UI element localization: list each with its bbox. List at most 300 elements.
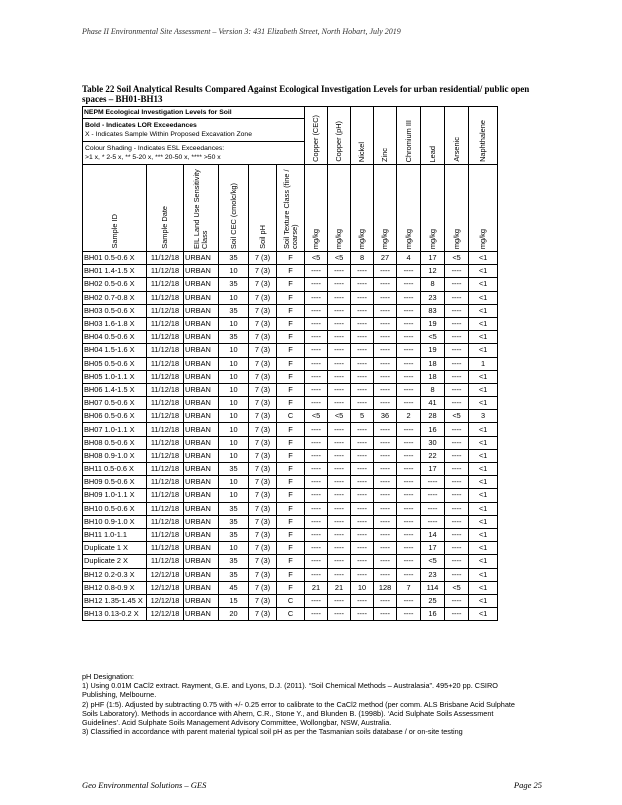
table-cell: ---- — [351, 436, 374, 449]
sample-id-cell: BH12 0.8-0.9 X — [83, 581, 147, 594]
shading-notes — [83, 142, 305, 165]
table-cell: 11/12/18 — [147, 344, 184, 357]
table-cell: ---- — [351, 476, 374, 489]
table-row — [83, 397, 498, 410]
shading-note-1: Colour Shading - Indicates ESL Exceedances: — [85, 145, 225, 152]
table-cell: <1 — [469, 463, 498, 476]
sample-id-cell: BH02 0.7-0.8 X — [83, 291, 147, 304]
table-cell: URBAN — [184, 476, 219, 489]
table-title: NEPM Ecological Investigation Levels for Soil — [83, 107, 305, 119]
unit-cell: mg/kg — [328, 165, 351, 252]
table-cell: ---- — [305, 502, 328, 515]
table-cell: 11/12/18 — [147, 252, 184, 265]
table-cell: 7 (3) — [249, 252, 277, 265]
table-row — [83, 331, 498, 344]
sample-id-cell: BH05 0.5-0.6 X — [83, 357, 147, 370]
table-cell: ---- — [374, 502, 397, 515]
table-cell: 11/12/18 — [147, 331, 184, 344]
sample-id-cell: BH11 1.0-1.1 — [83, 528, 147, 541]
table-cell: ---- — [374, 489, 397, 502]
table-cell: ---- — [351, 568, 374, 581]
table-cell: ---- — [397, 515, 421, 528]
col-land-use: EIL Land Use Sensitivity Class — [184, 165, 219, 252]
table-cell: ---- — [328, 317, 351, 330]
table-header — [83, 107, 498, 252]
sample-id-cell: Duplicate 2 X — [83, 555, 147, 568]
table-cell: 35 — [219, 463, 249, 476]
excavation-note: X - Indicates Sample Within Proposed Excavation Zone — [85, 131, 252, 138]
table-cell: ---- — [305, 344, 328, 357]
table-cell: <1 — [469, 317, 498, 330]
table-row — [83, 304, 498, 317]
table-cell: ---- — [374, 555, 397, 568]
notes-heading: pH Designation: — [82, 672, 134, 681]
table-cell: ---- — [351, 489, 374, 502]
table-cell: ---- — [374, 265, 397, 278]
table-cell: ---- — [397, 594, 421, 607]
table-cell: ---- — [328, 542, 351, 555]
note-item: 3) Classified in accordance with parent material typical soil pH as per the Tasmanian soils database / or on-site testing — [82, 727, 463, 737]
table-cell: ---- — [305, 370, 328, 383]
table-cell: <1 — [469, 291, 498, 304]
table-cell: URBAN — [184, 252, 219, 265]
table-cell: ---- — [351, 357, 374, 370]
table-cell: 7 (3) — [249, 463, 277, 476]
table-cell: ---- — [328, 344, 351, 357]
table-cell: 11/12/18 — [147, 410, 184, 423]
table-cell: ---- — [305, 265, 328, 278]
table-row — [83, 252, 498, 265]
table-cell: 11/12/18 — [147, 555, 184, 568]
table-cell: <1 — [469, 265, 498, 278]
table-cell: F — [277, 423, 305, 436]
bold-note: Bold - Indicates LOR Exceedances — [85, 122, 197, 129]
table-cell: ---- — [305, 555, 328, 568]
table-cell: 23 — [421, 568, 445, 581]
table-cell: 7 (3) — [249, 449, 277, 462]
table-cell: 14 — [421, 528, 445, 541]
table-cell: 10 — [219, 410, 249, 423]
table-cell: 28 — [421, 410, 445, 423]
table-cell: 7 (3) — [249, 489, 277, 502]
table-cell: 23 — [421, 291, 445, 304]
table-cell: F — [277, 463, 305, 476]
table-cell: 10 — [219, 370, 249, 383]
table-cell: ---- — [445, 568, 469, 581]
table-cell: F — [277, 357, 305, 370]
table-cell: 12/12/18 — [147, 581, 184, 594]
table-cell: 7 (3) — [249, 476, 277, 489]
table-cell: 11/12/18 — [147, 542, 184, 555]
table-row — [83, 502, 498, 515]
table-cell: 114 — [421, 581, 445, 594]
table-cell: 7 (3) — [249, 528, 277, 541]
table-cell: 41 — [421, 397, 445, 410]
table-body — [83, 252, 498, 621]
table-cell: ---- — [328, 397, 351, 410]
table-cell: ---- — [445, 317, 469, 330]
page-number: Page 25 — [513, 780, 542, 790]
table-cell: ---- — [445, 331, 469, 344]
table-cell: 11/12/18 — [147, 278, 184, 291]
table-cell: 10 — [219, 423, 249, 436]
table-cell: ---- — [305, 278, 328, 291]
footer-company: Geo Environmental Solutions – GES — [82, 780, 207, 790]
table-cell: F — [277, 581, 305, 594]
table-cell: URBAN — [184, 463, 219, 476]
table-cell: ---- — [374, 436, 397, 449]
unit-cell: mg/kg — [305, 165, 328, 252]
table-cell: <1 — [469, 594, 498, 607]
table-cell: URBAN — [184, 608, 219, 621]
table-cell: ---- — [445, 449, 469, 462]
table-cell: ---- — [351, 278, 374, 291]
table-cell: ---- — [351, 449, 374, 462]
table-cell: ---- — [305, 397, 328, 410]
table-cell: 11/12/18 — [147, 304, 184, 317]
table-row — [83, 463, 498, 476]
table-cell: URBAN — [184, 502, 219, 515]
table-cell: <5 — [445, 581, 469, 594]
table-cell: ---- — [328, 476, 351, 489]
table-row — [83, 476, 498, 489]
table-row — [83, 423, 498, 436]
table-cell: ---- — [397, 555, 421, 568]
table-cell: ---- — [374, 331, 397, 344]
table-cell: 7 (3) — [249, 357, 277, 370]
table-cell: ---- — [421, 502, 445, 515]
table-cell: 27 — [374, 252, 397, 265]
sample-id-cell: BH07 1.0-1.1 X — [83, 423, 147, 436]
table-cell: 30 — [421, 436, 445, 449]
table-row — [83, 489, 498, 502]
table-cell: ---- — [351, 594, 374, 607]
table-cell: ---- — [374, 397, 397, 410]
table-cell: ---- — [351, 555, 374, 568]
table-cell: ---- — [374, 463, 397, 476]
table-cell: 12/12/18 — [147, 608, 184, 621]
table-cell: 11/12/18 — [147, 317, 184, 330]
table-cell: ---- — [305, 304, 328, 317]
sample-id-cell: BH01 1.4-1.5 X — [83, 265, 147, 278]
table-cell: 7 (3) — [249, 344, 277, 357]
table-cell: ---- — [351, 463, 374, 476]
table-cell: URBAN — [184, 555, 219, 568]
table-row — [83, 357, 498, 370]
sample-id-cell: BH11 0.5-0.6 X — [83, 463, 147, 476]
table-cell: 12 — [421, 265, 445, 278]
table-cell: ---- — [421, 476, 445, 489]
table-cell: URBAN — [184, 344, 219, 357]
table-cell: 35 — [219, 278, 249, 291]
table-cell: URBAN — [184, 410, 219, 423]
table-cell: ---- — [305, 608, 328, 621]
table-cell: 7 (3) — [249, 555, 277, 568]
table-cell: F — [277, 278, 305, 291]
table-cell: ---- — [351, 542, 374, 555]
table-cell: <1 — [469, 397, 498, 410]
table-cell: ---- — [397, 278, 421, 291]
table-cell: ---- — [397, 502, 421, 515]
table-cell: ---- — [328, 515, 351, 528]
table-row — [83, 370, 498, 383]
table-cell: URBAN — [184, 568, 219, 581]
sample-id-cell: BH09 0.5-0.6 X — [83, 476, 147, 489]
note-item: 1) Using 0.01M CaCl2 extract. Rayment, G.E. and Lyons, D.J. (2011). “Soil Chemical Methods – Australasia”. 495+20 pp. CSIRO Publishing, Melbourne. — [82, 681, 498, 700]
eil-results-table — [82, 106, 498, 621]
table-cell: F — [277, 331, 305, 344]
table-cell: F — [277, 476, 305, 489]
table-cell: 10 — [219, 476, 249, 489]
table-cell: URBAN — [184, 449, 219, 462]
table-cell: <5 — [421, 555, 445, 568]
table-cell: ---- — [374, 608, 397, 621]
table-cell: <1 — [469, 542, 498, 555]
table-cell: ---- — [328, 594, 351, 607]
table-cell: ---- — [374, 594, 397, 607]
table-row — [83, 449, 498, 462]
table-cell: 83 — [421, 304, 445, 317]
table-cell: 21 — [328, 581, 351, 594]
table-cell: ---- — [328, 489, 351, 502]
note-item: 2) pHF (1:5). Adjusted by subtracting 0.75 with +/- 0.25 error to calibrate to the CaCl2 method (per comm. ALS Brisbane Acid Sulphate Soils Laboratory). Methods in accordance with Ahern, C.R., Stone Y., and Blunden B. (1998b). ‘Acid Sulphate Soils Assessment Guidelines’. Acid Sulphate Soils Management Advisory Committee, Wollongbar, NSW, Australia. — [82, 699, 515, 728]
table-cell: ---- — [421, 489, 445, 502]
table-cell: ---- — [328, 304, 351, 317]
table-cell: ---- — [328, 502, 351, 515]
table-cell: ---- — [305, 463, 328, 476]
unit-cell: mg/kg — [351, 165, 374, 252]
table-cell: 45 — [219, 581, 249, 594]
table-cell: ---- — [351, 370, 374, 383]
table-cell: F — [277, 502, 305, 515]
table-cell: ---- — [351, 383, 374, 396]
sample-id-cell: BH10 0.9-1.0 X — [83, 515, 147, 528]
table-cell: 10 — [219, 436, 249, 449]
table-cell: 35 — [219, 515, 249, 528]
col-copper-cec: Copper (CEC) — [305, 107, 328, 165]
table-cell: ---- — [374, 278, 397, 291]
table-cell: <1 — [469, 304, 498, 317]
sample-id-cell: BH12 1.35-1.45 X — [83, 594, 147, 607]
sample-id-cell: Duplicate 1 X — [83, 542, 147, 555]
table-cell: F — [277, 555, 305, 568]
table-cell: F — [277, 304, 305, 317]
table-cell: ---- — [445, 291, 469, 304]
table-cell: ---- — [305, 528, 328, 541]
table-cell: F — [277, 383, 305, 396]
table-cell: ---- — [445, 542, 469, 555]
table-cell: URBAN — [184, 542, 219, 555]
sample-id-cell: BH10 0.5-0.6 X — [83, 502, 147, 515]
table-cell: 12/12/18 — [147, 594, 184, 607]
table-cell: <1 — [469, 608, 498, 621]
table-cell: 10 — [219, 357, 249, 370]
table-cell: <1 — [469, 489, 498, 502]
table-cell: URBAN — [184, 436, 219, 449]
table-cell: ---- — [328, 449, 351, 462]
table-cell: ---- — [397, 397, 421, 410]
table-cell: 4 — [397, 252, 421, 265]
table-cell: F — [277, 317, 305, 330]
table-cell: 11/12/18 — [147, 370, 184, 383]
table-cell: ---- — [374, 344, 397, 357]
table-row — [83, 383, 498, 396]
table-cell: <1 — [469, 581, 498, 594]
table-cell: ---- — [328, 383, 351, 396]
table-cell: <5 — [445, 252, 469, 265]
table-cell: ---- — [305, 476, 328, 489]
table-cell: <1 — [469, 370, 498, 383]
table-cell: <1 — [469, 423, 498, 436]
table-cell: ---- — [445, 515, 469, 528]
table-cell: 35 — [219, 555, 249, 568]
table-cell: ---- — [374, 568, 397, 581]
table-cell: 8 — [421, 383, 445, 396]
table-cell: <5 — [328, 410, 351, 423]
table-cell: ---- — [328, 436, 351, 449]
table-cell: ---- — [397, 423, 421, 436]
table-cell: ---- — [374, 317, 397, 330]
table-cell: 16 — [421, 423, 445, 436]
table-cell: 36 — [374, 410, 397, 423]
table-cell: ---- — [397, 489, 421, 502]
table-cell: 7 (3) — [249, 291, 277, 304]
table-row — [83, 278, 498, 291]
table-cell: 11/12/18 — [147, 449, 184, 462]
sample-id-cell: BH02 0.5-0.6 X — [83, 278, 147, 291]
table-cell: ---- — [445, 476, 469, 489]
table-cell: F — [277, 344, 305, 357]
table-cell: 7 (3) — [249, 423, 277, 436]
table-cell: 11/12/18 — [147, 463, 184, 476]
table-cell: <5 — [305, 410, 328, 423]
table-cell: ---- — [397, 568, 421, 581]
table-cell: <1 — [469, 476, 498, 489]
table-cell: ---- — [351, 502, 374, 515]
table-row — [83, 291, 498, 304]
table-row — [83, 581, 498, 594]
col-nickel: Nickel — [351, 107, 374, 165]
table-cell: ---- — [328, 331, 351, 344]
col-soil-ph: Soil pH — [249, 165, 277, 252]
table-cell: 11/12/18 — [147, 265, 184, 278]
shading-note-2: >1 x, * 2-5 x, ** 5-20 x, *** 20-50 x, **** >50 x — [85, 154, 221, 161]
table-cell: 17 — [421, 463, 445, 476]
table-cell: 7 (3) — [249, 278, 277, 291]
table-cell: 8 — [351, 252, 374, 265]
table-cell: 3 — [469, 410, 498, 423]
unit-cell: mg/kg — [421, 165, 445, 252]
table-cell: ---- — [445, 555, 469, 568]
col-arsenic: Arsenic — [445, 107, 469, 165]
sample-id-cell: BH06 1.4-1.5 X — [83, 383, 147, 396]
table-cell: 18 — [421, 370, 445, 383]
table-cell: ---- — [374, 383, 397, 396]
table-row — [83, 528, 498, 541]
sample-id-cell: BH08 0.9-1.0 X — [83, 449, 147, 462]
table-cell: ---- — [305, 383, 328, 396]
table-cell: 35 — [219, 568, 249, 581]
table-cell: 11/12/18 — [147, 502, 184, 515]
table-cell: <1 — [469, 568, 498, 581]
sample-id-cell: BH12 0.2-0.3 X — [83, 568, 147, 581]
col-sample-id: Sample ID — [83, 165, 147, 252]
table-cell: F — [277, 515, 305, 528]
table-cell: 10 — [219, 265, 249, 278]
table-cell: <1 — [469, 502, 498, 515]
ph-notes — [82, 672, 527, 736]
table-cell: <1 — [469, 436, 498, 449]
table-cell: ---- — [397, 317, 421, 330]
table-cell: 7 (3) — [249, 502, 277, 515]
table-cell: URBAN — [184, 397, 219, 410]
table-cell: URBAN — [184, 528, 219, 541]
table-cell: ---- — [445, 463, 469, 476]
sample-id-cell: BH07 0.5-0.6 X — [83, 397, 147, 410]
table-row — [83, 265, 498, 278]
table-cell: URBAN — [184, 383, 219, 396]
table-cell: ---- — [351, 317, 374, 330]
table-cell: ---- — [445, 528, 469, 541]
table-cell: URBAN — [184, 331, 219, 344]
unit-cell: mg/kg — [469, 165, 498, 252]
table-cell: ---- — [374, 423, 397, 436]
table-cell: ---- — [397, 331, 421, 344]
table-cell: 11/12/18 — [147, 436, 184, 449]
table-cell: ---- — [374, 291, 397, 304]
table-cell: F — [277, 370, 305, 383]
table-cell: ---- — [305, 489, 328, 502]
table-cell: 11/12/18 — [147, 383, 184, 396]
table-cell: 7 (3) — [249, 436, 277, 449]
legend-notes — [83, 119, 305, 142]
sample-id-cell: BH09 1.0-1.1 X — [83, 489, 147, 502]
table-cell: 15 — [219, 594, 249, 607]
table-cell: 22 — [421, 449, 445, 462]
sample-id-cell: BH05 1.0-1.1 X — [83, 370, 147, 383]
table-row — [83, 608, 498, 621]
table-cell: ---- — [305, 357, 328, 370]
table-cell: ---- — [397, 344, 421, 357]
unit-cell: mg/kg — [374, 165, 397, 252]
table-cell: ---- — [328, 608, 351, 621]
table-cell: ---- — [397, 436, 421, 449]
table-row — [83, 515, 498, 528]
table-cell: 7 (3) — [249, 265, 277, 278]
table-cell: 7 (3) — [249, 581, 277, 594]
table-cell: ---- — [305, 317, 328, 330]
table-cell: 10 — [219, 291, 249, 304]
table-cell: URBAN — [184, 357, 219, 370]
table-cell: <5 — [421, 331, 445, 344]
table-cell: URBAN — [184, 423, 219, 436]
table-cell: F — [277, 489, 305, 502]
table-cell: 10 — [219, 317, 249, 330]
table-cell: 11/12/18 — [147, 291, 184, 304]
table-cell: ---- — [374, 528, 397, 541]
unit-cell: mg/kg — [445, 165, 469, 252]
table-row — [83, 436, 498, 449]
table-cell: F — [277, 449, 305, 462]
table-cell: ---- — [328, 357, 351, 370]
table-cell: ---- — [445, 502, 469, 515]
table-cell: 10 — [219, 397, 249, 410]
table-cell: ---- — [305, 423, 328, 436]
table-cell: ---- — [305, 542, 328, 555]
table-cell: <1 — [469, 555, 498, 568]
table-cell: ---- — [445, 397, 469, 410]
table-cell: ---- — [397, 383, 421, 396]
